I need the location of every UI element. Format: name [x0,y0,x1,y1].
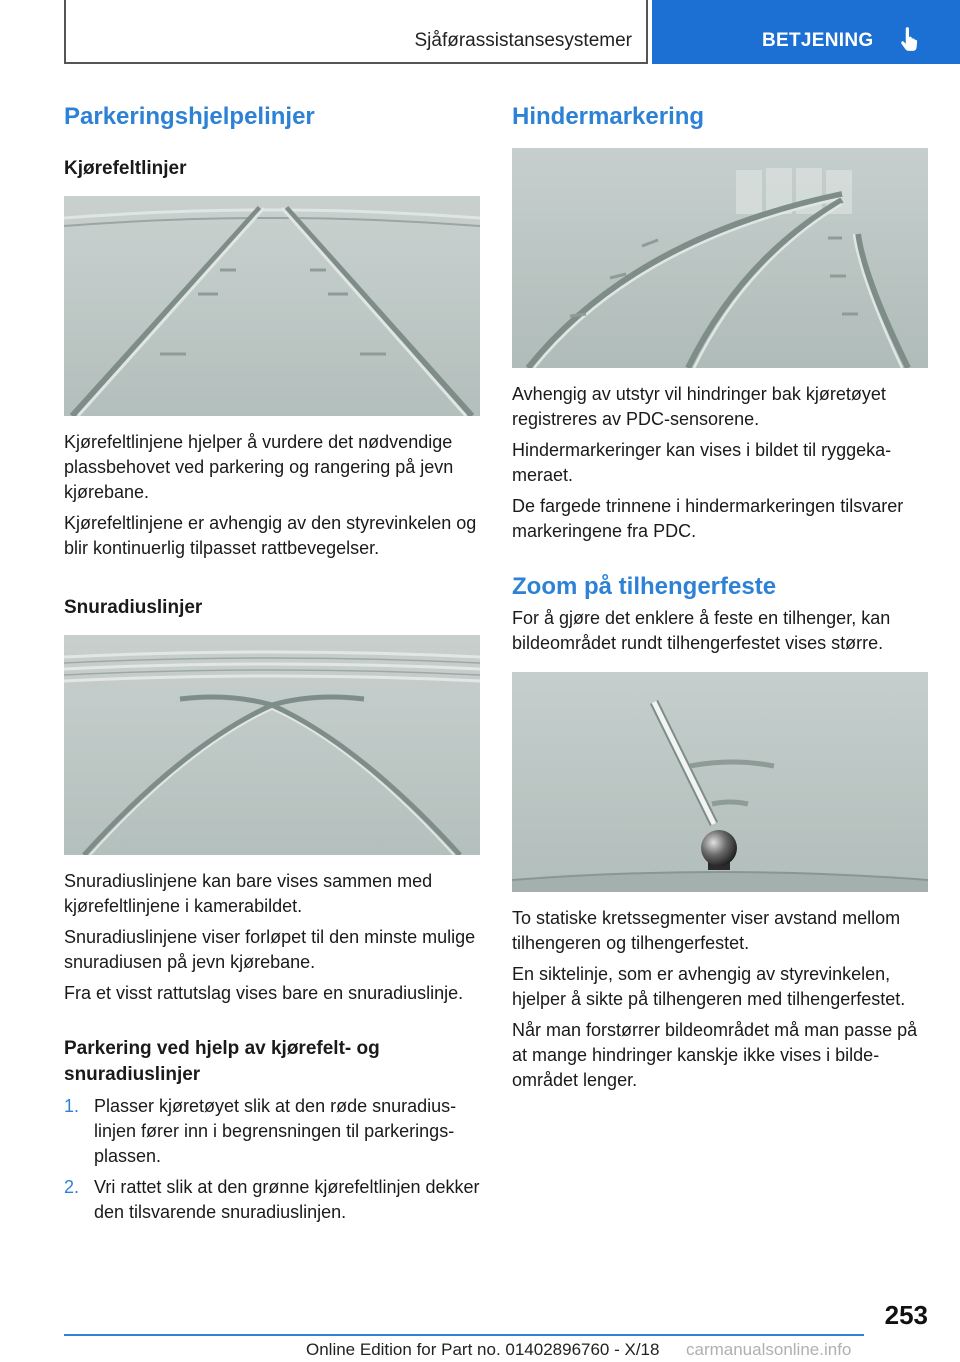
list-item [64,1175,480,1225]
page-footer [0,1290,960,1362]
paragraph: Kjørefeltlinjene hjelper å vurdere det nødvendige plassbehovet ved parkering og rangering på jevn kjørebane. [64,432,454,502]
subheading-turning-radius-lines: Snuradiuslinjer [64,597,203,618]
footer-divider [64,1334,864,1336]
hand-pointer-icon [896,26,922,52]
paragraph: Kjørefeltlinjene er avhengig av den styrevinkelen og blir kontinuerlig tilpasset rattbevegelser. [64,513,477,558]
right-column [512,100,928,1093]
paragraph: En siktelinje, som er avhengig av styrevinkelen, hjelper å sikte på tilhengeren med tilhengerfestet. [512,964,906,1009]
paragraph: To statiske kretssegmenter viser avstand mellom tilhengeren og tilhengerfestet. [512,908,901,953]
paragraph: Snuradiuslinjene kan bare vises sammen med kjørefeltlinjene i kamerabildet. [64,871,433,916]
trailer-hitch-zoom-illustration [512,672,928,892]
paragraph: Avhengig av utstyr vil hindringer bak kjøretøyet registreres av PDC-sensorene. [512,384,886,429]
paragraph: De fargede trinnene i hindermarkeringen tilsvarer markeringene fra PDC. [512,496,904,541]
heading-parking-guide-lines: Parkeringshjelpelinjer [64,103,315,130]
watermark-text: carmanualsonline.info [686,1340,852,1359]
section-title: Sjåførassistansesystemer [414,30,632,51]
page-number: 253 [884,1300,928,1330]
heading-trailer-hitch-zoom: Zoom på tilhengerfeste [512,573,777,600]
paragraph: Hindermarkeringer kan vises i bildet til ryggekameraet. [512,440,892,485]
steps-list [64,1094,480,1225]
step-text: Plasser kjøretøyet slik at den røde snuradiuslinjen fører inn i begrensningen til parkeringsplassen. [94,1096,457,1166]
paragraph: For å gjøre det enklere å feste en tilhenger, kan bildeområdet rundt tilhengerfestet vises større. [512,608,891,653]
heading-obstacle-marking: Hindermarkering [512,103,705,130]
list-item [64,1094,480,1169]
section-title-box [64,0,648,64]
obstacle-marking-illustration [512,148,928,368]
edition-text: Online Edition for Part no. 01402896760 - X/18 [306,1340,660,1359]
paragraph: Snuradiuslinjene viser forløpet til den minste mulige snuradiusen på jevn kjørebane. [64,927,476,972]
chapter-tab-label: BETJENING [762,30,874,51]
page-header [0,0,960,66]
subheading-lane-lines: Kjørefeltlinjer [64,158,187,179]
paragraph: Når man forstørrer bildeområdet må man passe på at mange hindringer kanskje ikke vises i bildeområdet lenger. [512,1020,918,1090]
step-number: 1. [64,1096,80,1116]
paragraph: Fra et visst rattutslag vises bare en snuradiuslinje. [64,983,464,1003]
subheading-parking-with-lines: Parkering ved hjelp av kjørefelt- og snuradiuslinjer [64,1038,380,1085]
turning-radius-lines-illustration [64,635,480,855]
left-column [64,100,480,1225]
chapter-tab [652,0,960,64]
step-text: Vri rattet slik at den grønne kjørefeltlinjen dekker den tilsvarende snuradiuslinjen. [94,1177,480,1222]
lane-guide-lines-illustration [64,196,480,416]
step-number: 2. [64,1177,80,1197]
